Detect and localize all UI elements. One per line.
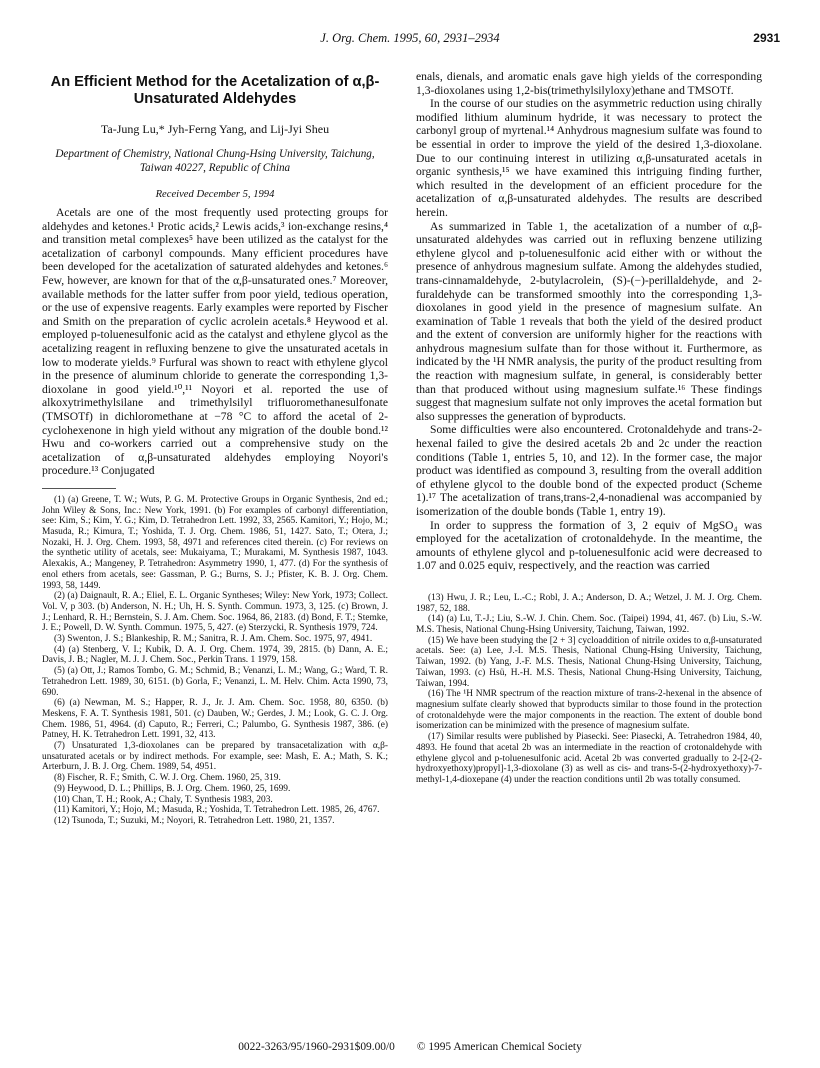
footnote: (8) Fischer, R. F.; Smith, C. W. J. Org. Chem. 1960, 25, 319.	[54, 773, 281, 784]
body-paragraph: As summarized in Table 1, the acetalization of a number of α,β-unsaturated aldehydes was carried out in refluxing benzene utilizing ethylene glycol and p-toluenesulfonic acid either with or without the presence of anhydrous magnesium sulfate. Among the aldehydes studied, trans-cinnamaldehyde, 2-butylacrolein, (S)-(−)-perillaldehyde, and 2-furaldehyde can be transformed smoothly into the corresponding 1,3-dioxolanes in good yield in the presence of magnesium sulfate. An examination of Table 1 reveals that both the yield of the desired product and the extent of conversion are uniformly higher for the reactions with anhydrous magnesium sulfate than for those without it. Furthermore, as indicated by the ¹H NMR analysis, the purity of the product resulting from the reaction with magnesium sulfate, in general, is considerably better than that produced without using magnesium sulfate.¹⁶ These findings suggest that magnesium sulfate not only improves the acetal formation but also suppresses the generation of byproducts.	[416, 219, 762, 423]
footnote: (3) Swenton, J. S.; Blankeship, R. M.; Sanitra, R. J. Am. Chem. Soc. 1975, 97, 4941.	[54, 634, 373, 645]
footnote: (4) (a) Stenberg, V. I.; Kubik, D. A. J. Org. Chem. 1974, 39, 2815. (b) Dann, A. E.; Davis, J. B.; Nagler, M. J. J. Chem. Soc., Perkin Trans. 1 1979, 158.	[42, 644, 388, 666]
page-number: 2931	[753, 31, 780, 45]
article-code: 0022-3263/95/1960-2931$09.00/0	[238, 1041, 395, 1053]
affiliation: Department of Chemistry, National Chung-Hsing University, Taichung, Taiwan 40227, Republic of China	[55, 148, 375, 174]
received-date: Received December 5, 1994	[155, 189, 275, 200]
body-paragraph: enals, dienals, and aromatic enals gave high yields of the corresponding 1,3-dioxolanes using 1,2-bis(trimethylsilyloxy)ethane and TMSOTf.	[416, 70, 762, 97]
footnote: (7) Unsaturated 1,3-dioxolanes can be prepared by transacetalization with α,β-unsaturated acetals or by indirect methods. For example, see: Mash, E. A.; Math, S. K.; Arterburn, J. B. J. Org. Chem. 1989, 54, 4951.	[42, 741, 388, 773]
body-paragraph: Acetals are one of the most frequently used protecting groups for aldehydes and ketones.¹ Protic acids,² Lewis acids,³ ion-exchange resins,⁴ and transition metal complexes⁵ have been utilized as the catalyst for the acetalization of carbonyl compounds. Many efficient procedures have been developed for the acetalization of saturated aldehydes and ketones.⁶ Few, however, are known for that of the α,β-unsaturated ones.⁷ Moreover, available methods for the latter suffer from poor yield, tedious operation, or the use of expensive reagents. Early examples were reported by Fischer and Smith on the preparation of cyclic acrolein acetals.⁸ Heywood et al. employed p-toluenesulfonic acid as the catalyst and ethylene glycol as the acetalizing reagent in refluxing benzene to give the unsaturated acetals in low to moderate yields.⁹ Furfural was shown to react with ethylene glycol in the presence of aluminum chloride to generate the corresponding 1,3-dioxolane in good yield.¹⁰,¹¹ Noyori et al. reported the use of alkoxytrimethylsilane and trimethylsilyl trifluoromethanesulfonate (TMSOTf) in dichloromethane at −78 °C to afford the acetal of 2-cyclohexenone in high yield without any migration of the double bond.¹² Hwu and co-workers carried out a comprehensive study on the acetalization of α,β-unsaturated aldehydes employing Noyori's procedure.¹³ Conjugated	[42, 206, 388, 478]
footnote: (12) Tsunoda, T.; Suzuki, M.; Noyori, R. Tetrahedron Lett. 1980, 21, 1357.	[54, 815, 335, 826]
body-paragraph: In order to suppress the formation of 3, 2 equiv of MgSO₄ was employed for the acetalization of crotonaldehyde. In the meantime, the amounts of ethylene glycol and p-toluenesulfonic acid were decreased to 1.07 and 0.025 equiv, respectively, and the reaction was carried	[416, 518, 762, 573]
footnote: (13) Hwu, J. R.; Leu, L.-C.; Robl, J. A.; Anderson, D. A.; Wetzel, J. M. J. Org. Chem. 1987, 52, 188.	[416, 592, 762, 614]
footnote: (16) The ¹H NMR spectrum of the reaction mixture of trans-2-hexenal in the absence of magnesium sulfate clearly showed that byproducts similar to those found in the protection of crotonaldehyde were the major components in the reaction. The extent of double bond isomerization can be minimized with the presence of magnesium sulfate.	[416, 689, 762, 732]
left-column	[42, 70, 388, 827]
footnote-divider	[42, 488, 116, 489]
footnote: (10) Chan, T. H.; Rook, A.; Chaly, T. Synthesis 1983, 203.	[54, 794, 273, 805]
body-paragraph: Some difficulties were also encountered. Crotonaldehyde and trans-2-hexenal failed to give the desired acetals 2b and 2c under the reaction conditions (Table 1, entries 5, 10, and 12). In the former case, the major product was identified as compound 3, resulting from the overall addition of ethylene glycol to the double bond of the expected product (Scheme 1).¹⁷ The acetalization of trans,trans-2,4-nonadienal was accompanied by isomerization of the double bonds (Table 1, entry 19).	[416, 423, 762, 518]
left-footnotes	[42, 495, 388, 827]
right-column	[416, 70, 762, 786]
footnote: (14) (a) Lu, T.-J.; Liu, S.-W. J. Chin. Chem. Soc. (Taipei) 1994, 41, 467. (b) Liu, S.-W. M.S. Thesis, National Chung-Hsing University, Taichung, Taiwan, 1992.	[416, 614, 762, 636]
footnote: (2) (a) Daignault, R. A.; Eliel, E. L. Organic Syntheses; Wiley: New York, 1973; Collect. Vol. V, p 303. (b) Anderson, N. H.; Uh, H. S. Synth. Commun. 1973, 3, 125. (c) Brown, J. J.; Lenhard, R. H.; Bernstein, S. J. Am. Chem. Soc. 1964, 86, 2183. (d) Bond, F. T.; Stemke, J. E.; Powell, D. W. Synth. Commun. 1975, 5, 427. (e) Sterzycki, R. Synthesis 1979, 724.	[42, 591, 388, 634]
footnote: (1) (a) Greene, T. W.; Wuts, P. G. M. Protective Groups in Organic Synthesis, 2nd ed.; John Wiley & Sons, Inc.: New York, 1991. (b) For examples of carbonyl differentiation, see: Kim, S.; Kim, Y. G.; Kim, D. Tetrahedron Lett. 1992, 33, 2565. Kamitori, Y.; Hojo, M.; Masuda, R.; Kimura, T.; Yoshida, T. J. Org. Chem. 1986, 51, 1427. Sato, T.; Otera, J.; Nozaki, H. J. Org. Chem. 1993, 58, 4971 and references cited therein. (c) For reviews on the synthetic utility of acetals, see: Mukaiyama, T.; Murakami, M. Synthesis 1987, 1043. Alexakis, A.; Mangeney, P. Tetrahedron: Asymmetry 1990, 1, 477. (d) For the synthesis of enol ethers from acetals, see: Gassman, P. G.; Burns, S. J.; Pfister, K. B. J. Org. Chem. 1993, 58, 1449.	[42, 494, 388, 591]
footnote: (6) (a) Newman, M. S.; Happer, R. J., Jr. J. Am. Chem. Soc. 1958, 80, 6350. (b) Meskens, F. A. T. Synthesis 1981, 501. (c) Dauben, W.; Gerdes, J. M.; Look, G. C. J. Org. Chem. 1986, 51, 4964. (d) Caputo, R.; Ferreri, C.; Palumbo, G. Synthesis 1987, 386. (e) Patney, H. K. Tetrahedron Lett. 1991, 32, 413.	[42, 698, 388, 741]
copyright-notice: © 1995 American Chemical Society	[416, 1041, 582, 1053]
footnote: (11) Kamitori, Y.; Hojo, M.; Masuda, R.; Yoshida, T. Tetrahedron Lett. 1985, 26, 4767.	[54, 805, 380, 816]
author-list: Ta-Jung Lu,* Jyh-Ferng Yang, and Lij-Jyi Sheu	[100, 122, 330, 136]
body-paragraph: In the course of our studies on the asymmetric reduction using chirally modified lithium aluminum hydride, it was necessary to protect the carbonyl group of myrtenal.¹⁴ Anhydrous magnesium sulfate was found to be essential in order to improve the yield of the desired 1,3-dioxolane. Due to our continuing interest in utilizing α,β-unsaturated acetals in organic synthesis,¹⁵ we have examined this intriguing finding further, which resulted in the development of an efficient procedure for the acetalization of α,β-unsaturated aldehydes. The results are described herein.	[416, 97, 762, 219]
right-footnotes	[416, 593, 762, 786]
running-header	[40, 31, 780, 47]
article-title: An Efficient Method for the Acetalization of α,β-Unsaturated Aldehydes	[50, 74, 380, 107]
footnote: (15) We have been studying the [2 + 3] cycloaddition of nitrile oxides to α,β-unsaturated acetals. See: (a) Lee, J.-I. M.S. Thesis, National Chung-Hsing University, Taichung, Taiwan, 1992. (b) Yang, J.-F. M.S. Thesis, National Chung-Hsing University, Taichung, Taiwan, 1993. (c) Hsü, H.-H. M.S. Thesis, National Chung-Hsing University, Taichung, Taiwan, 1994.	[416, 635, 762, 689]
footnote: (17) Similar results were published by Piasecki. See: Piasecki, A. Tetrahedron 1984, 40, 4893. He found that acetal 2b was an intermediate in the reaction of crotonaldehyde with ethylene glycol and p-toluenesulfonic acid. Acetal 2b was converted gradually to 2-[2-(2-hydroxyethoxy)propyl]-1,3-dioxolane (3) as well as cis- and trans-5-(2-hydroxyethoxy)-7-methyl-1,4-dioxepane (4) under the reaction conditions until 2b was totally consumed.	[416, 732, 762, 785]
footnote: (9) Heywood, D. L.; Phillips, B. J. Org. Chem. 1960, 25, 1699.	[54, 783, 291, 794]
page-footer	[40, 1041, 780, 1053]
running-head-citation: J. Org. Chem. 1995, 60, 2931–2934	[320, 31, 500, 45]
left-body-text	[42, 206, 388, 478]
right-body-text	[416, 70, 762, 573]
footnote: (5) (a) Ott, J.; Ramos Tombo, G. M.; Schmid, B.; Venanzi, L. M.; Wang, G.; Ward, T. R. Tetrahedron Lett. 1989, 30, 6151. (b) Gorla, F.; Venanzi, L. M. Helv. Chim. Acta 1990, 73, 690.	[42, 666, 388, 698]
